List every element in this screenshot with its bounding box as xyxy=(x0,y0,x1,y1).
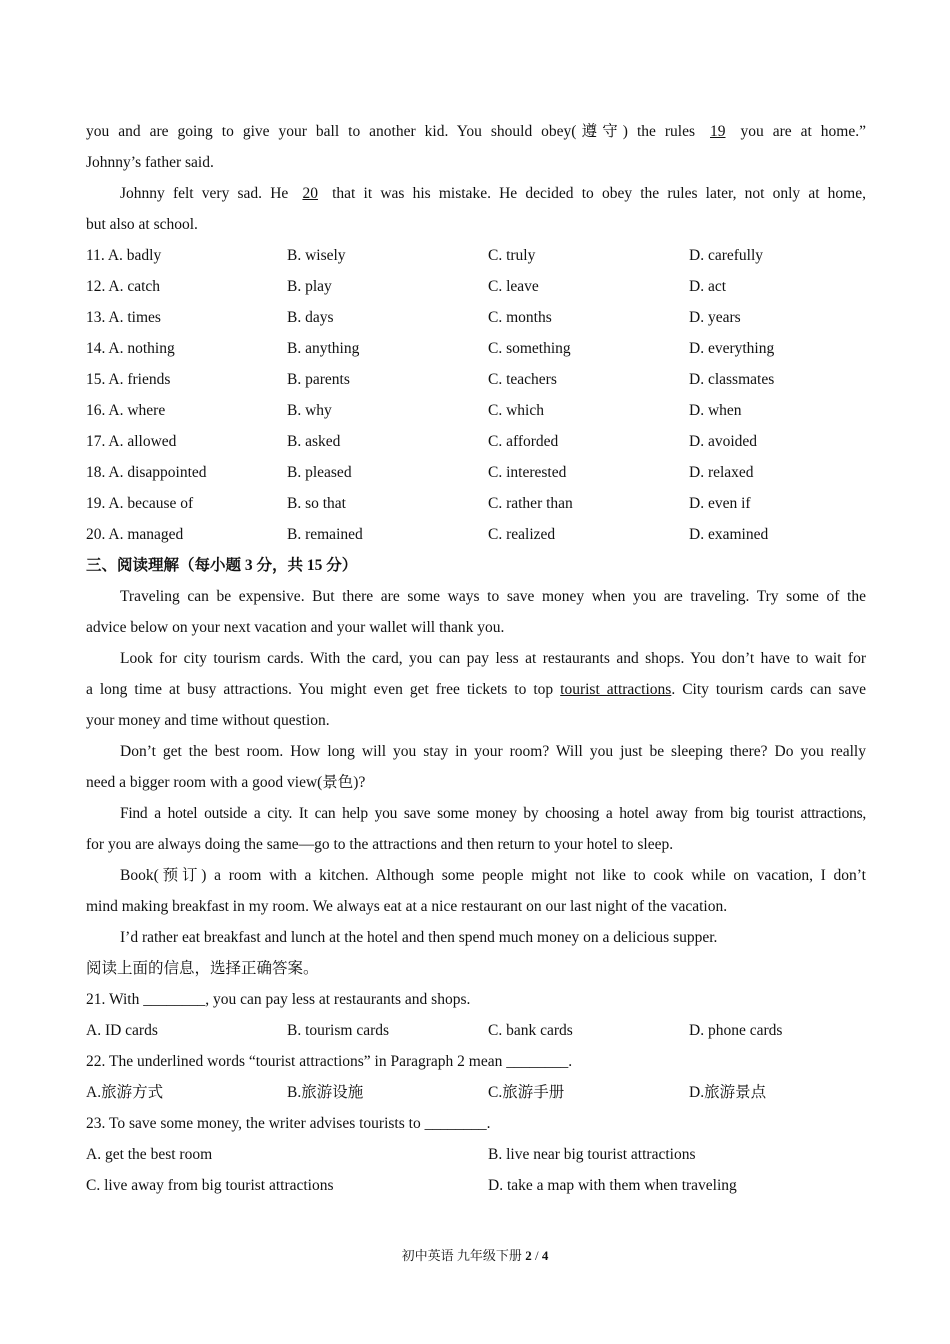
passage-text: you and are going to give your ball to another kid. You should obey(遵守) the rules xyxy=(86,123,695,140)
passage-line xyxy=(86,178,866,209)
option-d: D. everything xyxy=(689,340,775,357)
option-a: 14. A. nothing xyxy=(86,340,175,357)
option-row xyxy=(86,271,866,302)
option-b: B. live near big tourist attractions xyxy=(488,1146,696,1163)
option-a: 15. A. friends xyxy=(86,371,171,388)
passage-text: Johnny felt very sad. He xyxy=(120,185,289,202)
option-c: C. months xyxy=(488,309,552,326)
option-row xyxy=(86,333,866,364)
option-b: B.旅游设施 xyxy=(287,1084,364,1101)
question-22-options xyxy=(86,1077,866,1108)
option-d: D. classmates xyxy=(689,371,775,388)
option-a: 13. A. times xyxy=(86,309,161,326)
cloze-options xyxy=(86,240,866,550)
option-c: C. teachers xyxy=(488,371,557,388)
option-b: B. tourism cards xyxy=(287,1022,390,1039)
option-c: C. truly xyxy=(488,247,536,264)
option-d: D.旅游景点 xyxy=(689,1084,767,1101)
option-row xyxy=(86,364,866,395)
option-row xyxy=(86,426,866,457)
option-b: B. anything xyxy=(287,340,360,357)
option-d: D. examined xyxy=(689,526,769,543)
option-b: B. days xyxy=(287,309,334,326)
passage-line xyxy=(86,116,866,147)
option-c: C. interested xyxy=(488,464,567,481)
option-c: C. realized xyxy=(488,526,556,543)
passage-line: Find a hotel outside a city. It can help you save some money by choosing a hotel away from big tourist attractions, xyxy=(120,805,866,822)
option-a: 11. A. badly xyxy=(86,247,162,264)
passage-text: you are at home.” xyxy=(740,123,867,140)
option-d: D. avoided xyxy=(689,433,758,450)
option-a: A. ID cards xyxy=(86,1022,158,1039)
option-c: C. which xyxy=(488,402,544,419)
passage-line: Book(预订) a room with a kitchen. Although some people might not like to cook while on vacation, I don’t xyxy=(120,867,866,884)
option-c: C. live away from big tourist attractions xyxy=(86,1177,334,1194)
option-d: D. years xyxy=(689,309,741,326)
page-total: 4 xyxy=(541,1248,549,1263)
option-row xyxy=(86,519,866,550)
passage-text: that it was his mistake. He decided to obey the rules later, not only at home, xyxy=(332,185,866,202)
option-a: A.旅游方式 xyxy=(86,1084,164,1101)
question-22: 22. The underlined words “tourist attractions” in Paragraph 2 mean ________. xyxy=(86,1053,573,1070)
option-row xyxy=(86,488,866,519)
instruction: 阅读上面的信息，选择正确答案。 xyxy=(86,960,319,977)
page-separator: / xyxy=(534,1248,539,1263)
option-c: C. afforded xyxy=(488,433,559,450)
passage-line: your money and time without question. xyxy=(86,712,330,729)
passage-line: but also at school. xyxy=(86,216,198,233)
option-c: C. bank cards xyxy=(488,1022,573,1039)
document-page xyxy=(86,116,866,1201)
question-21: 21. With ________, you can pay less at restaurants and shops. xyxy=(86,991,471,1008)
option-b: B. parents xyxy=(287,371,350,388)
option-b: B. why xyxy=(287,402,332,419)
question-23: 23. To save some money, the writer advises tourists to ________. xyxy=(86,1115,491,1132)
option-c: C. rather than xyxy=(488,495,573,512)
option-d: D. relaxed xyxy=(689,464,754,481)
passage-line xyxy=(86,674,866,705)
option-row xyxy=(86,395,866,426)
option-a: 19. A. because of xyxy=(86,495,194,512)
passage-line: mind making breakfast in my room. We always eat at a nice restaurant on our last night of the vacation. xyxy=(86,898,728,915)
option-b: B. pleased xyxy=(287,464,352,481)
blank-20: 20 xyxy=(302,185,318,202)
option-d: D. phone cards xyxy=(689,1022,783,1039)
blank-19: 19 xyxy=(710,123,726,140)
passage-line: Look for city tourism cards. With the card, you can pay less at restaurants and shops. You don’t have to wait for xyxy=(120,650,866,667)
option-c: C. leave xyxy=(488,278,539,295)
passage-line: I’d rather eat breakfast and lunch at the hotel and then spend much money on a delicious supper. xyxy=(120,929,718,946)
passage-line: for you are always doing the same—go to the attractions and then return to your hotel to sleep. xyxy=(86,836,674,853)
page-number: 2 xyxy=(525,1248,532,1263)
option-c: C. something xyxy=(488,340,571,357)
question-23-options-row1 xyxy=(86,1139,866,1170)
page-footer xyxy=(0,1247,950,1265)
option-b: B. play xyxy=(287,278,332,295)
option-d: D. even if xyxy=(689,495,751,512)
footer-label: 初中英语 九年级下册 xyxy=(401,1248,522,1263)
option-b: B. asked xyxy=(287,433,341,450)
option-a: 20. A. managed xyxy=(86,526,184,543)
option-b: B. wisely xyxy=(287,247,346,264)
option-row xyxy=(86,302,866,333)
section-heading: 三、阅读理解（每小题 3 分，共 15 分） xyxy=(86,557,358,574)
option-d: D. carefully xyxy=(689,247,764,264)
underlined-phrase: tourist attractions xyxy=(560,681,672,698)
passage-text: a long time at busy attractions. You might even get free tickets to top xyxy=(86,681,554,698)
option-a: 18. A. disappointed xyxy=(86,464,207,481)
option-d: D. take a map with them when traveling xyxy=(488,1177,737,1194)
option-c: C.旅游手册 xyxy=(488,1084,565,1101)
option-d: D. act xyxy=(689,278,727,295)
option-a: 17. A. allowed xyxy=(86,433,177,450)
option-b: B. remained xyxy=(287,526,363,543)
passage-text: . City tourism cards can save xyxy=(671,681,866,698)
question-21-options xyxy=(86,1015,866,1046)
option-row xyxy=(86,457,866,488)
option-a: 16. A. where xyxy=(86,402,166,419)
passage-line: advice below on your next vacation and your wallet will thank you. xyxy=(86,619,505,636)
option-row xyxy=(86,240,866,271)
passage-line: Traveling can be expensive. But there are some ways to save money when you are traveling. Try some of the xyxy=(120,588,866,605)
passage-line: Johnny’s father said. xyxy=(86,154,214,171)
question-23-options-row2 xyxy=(86,1170,866,1201)
passage-line: Don’t get the best room. How long will you stay in your room? Will you just be sleeping there? Do you really xyxy=(120,743,866,760)
option-b: B. so that xyxy=(287,495,346,512)
option-a: 12. A. catch xyxy=(86,278,161,295)
option-d: D. when xyxy=(689,402,742,419)
passage-line: need a bigger room with a good view(景色)? xyxy=(86,774,366,791)
option-a: A. get the best room xyxy=(86,1146,213,1163)
